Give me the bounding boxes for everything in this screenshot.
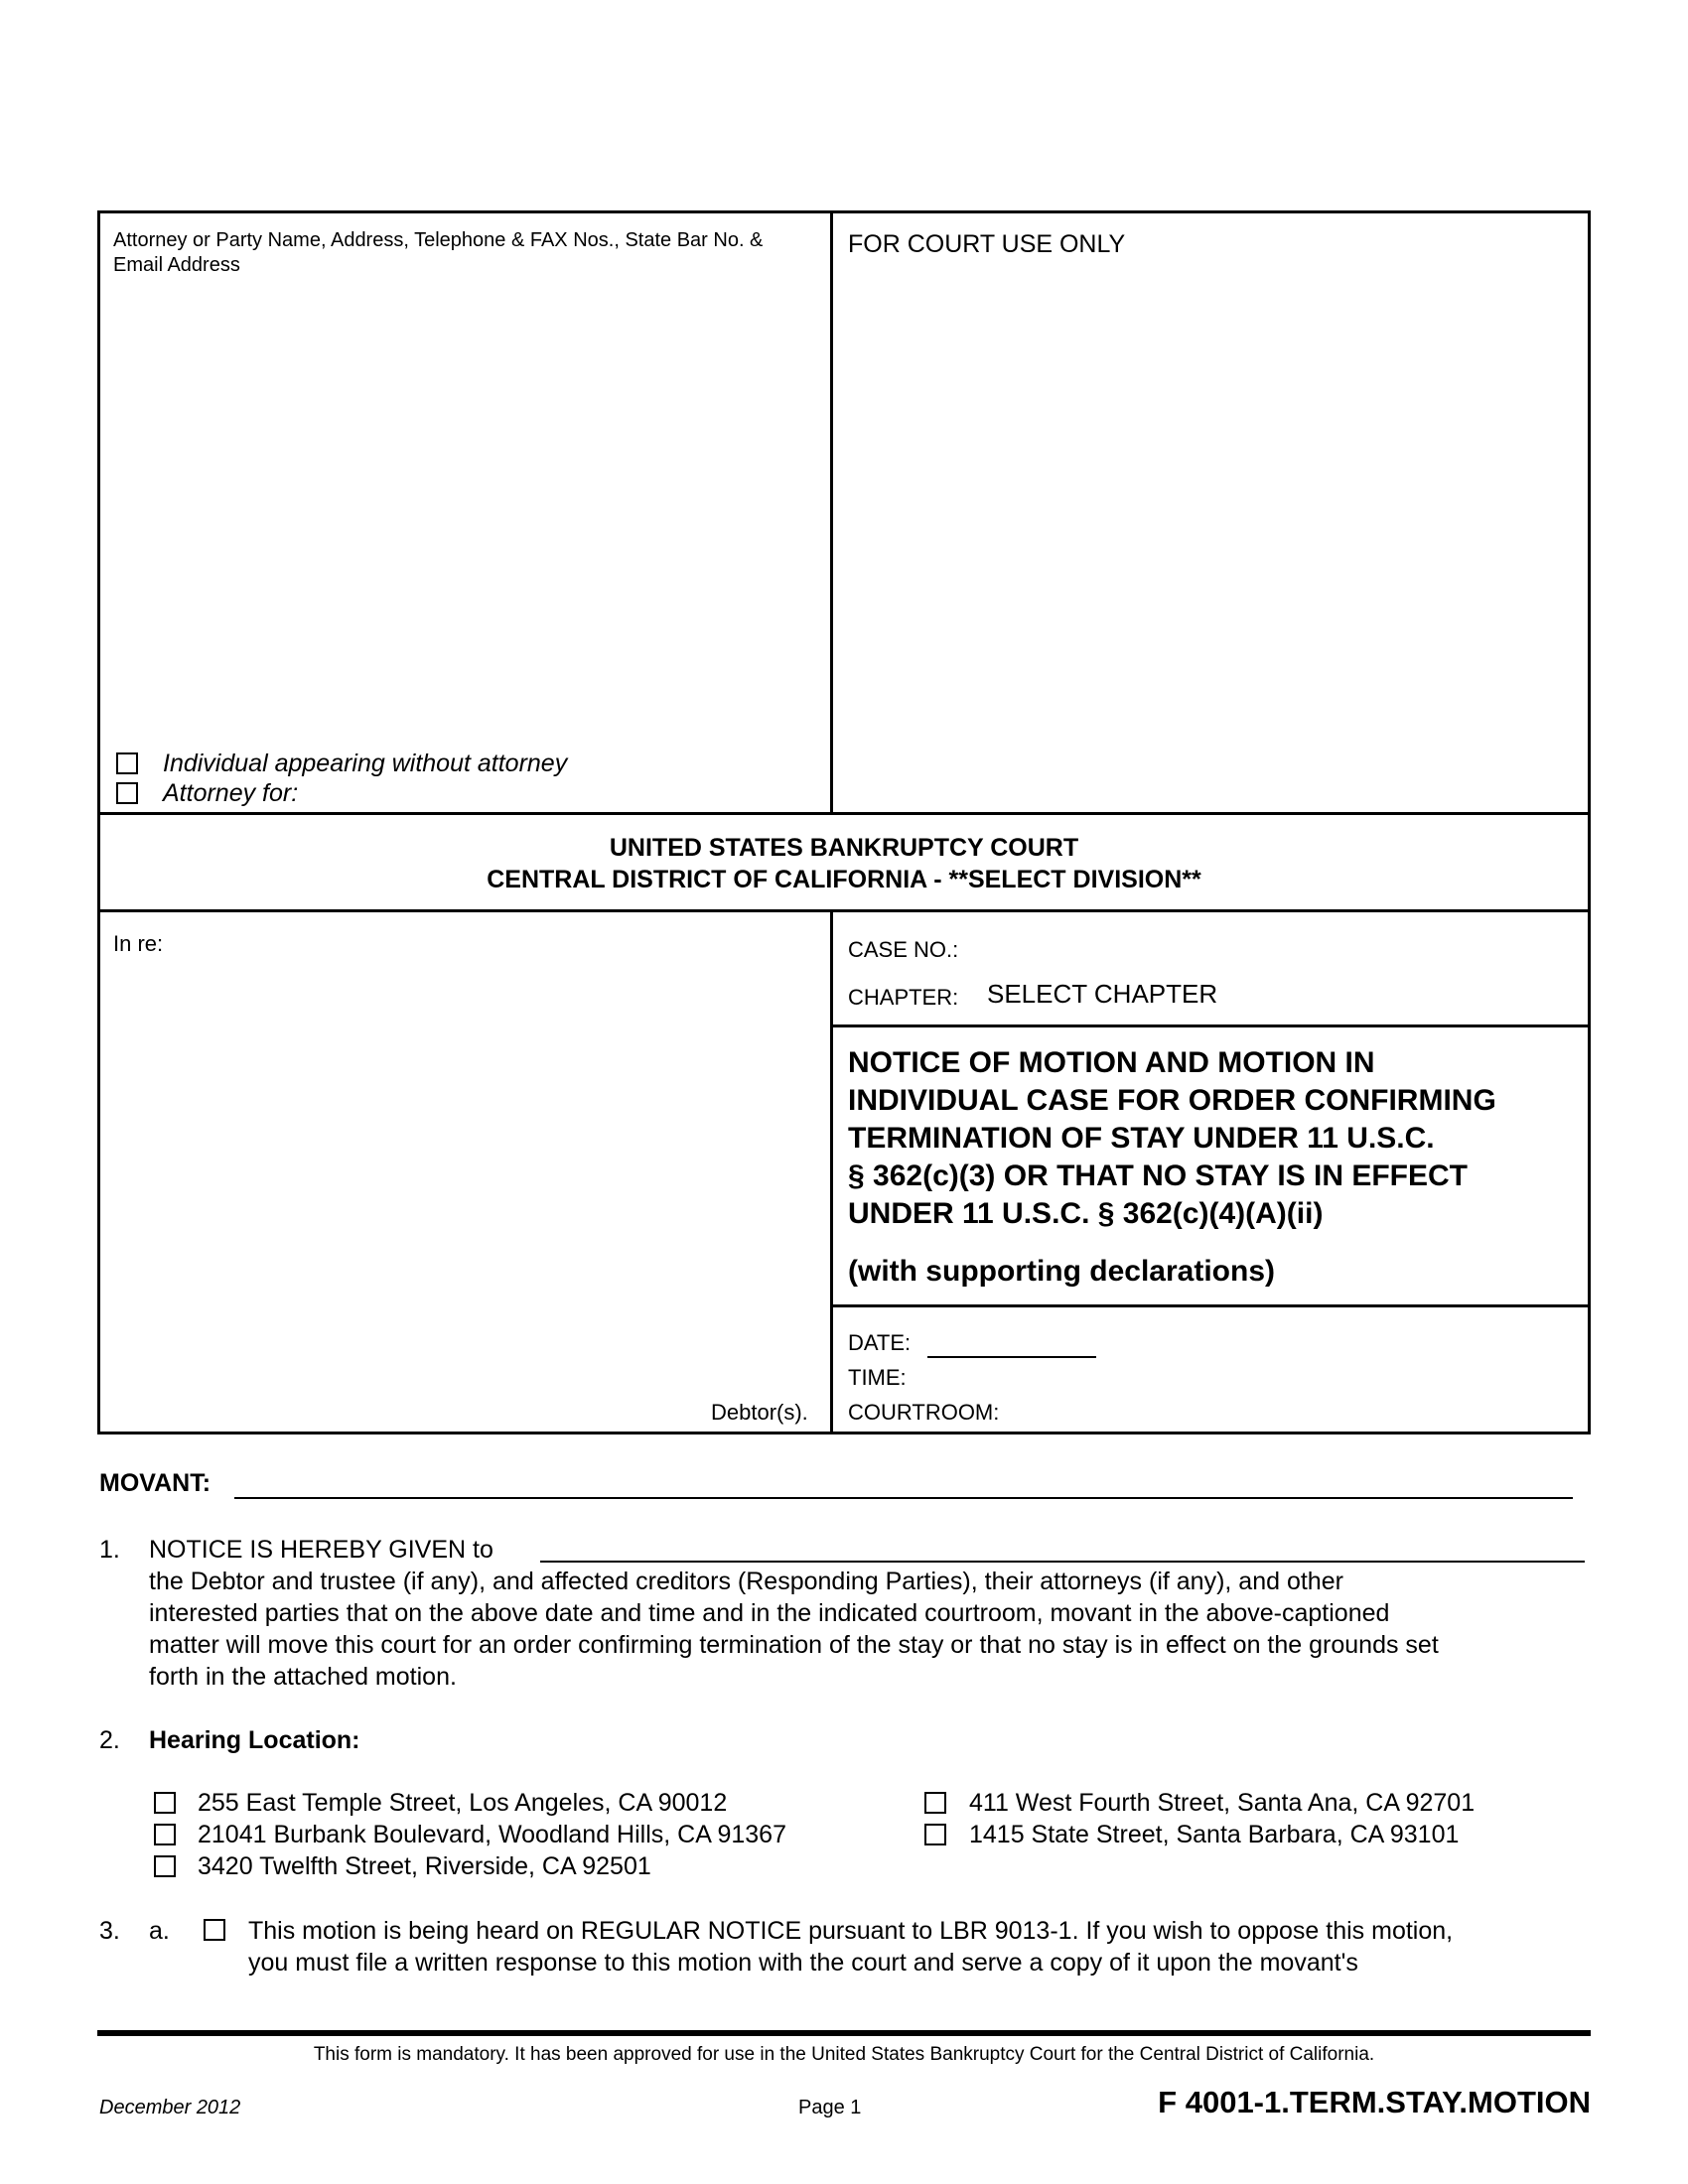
location-checkbox-riverside[interactable] (154, 1855, 176, 1877)
item1-line: the Debtor and trustee (if any), and affected creditors (Responding Parties), their attorneys (if any), and other (149, 1568, 1343, 1595)
location-santa-ana: 411 West Fourth Street, Santa Ana, CA 92701 (969, 1789, 1476, 1817)
attorney-for-checkbox[interactable] (116, 782, 138, 804)
item3-number: 3. (99, 1917, 120, 1945)
title-line: UNDER 11 U.S.C. § 362(c)(4)(A)(ii) (848, 1197, 1324, 1230)
location-riverside: 3420 Twelfth Street, Riverside, CA 92501 (198, 1852, 651, 1880)
in-re-label: In re: (113, 931, 164, 956)
footer-form-id: F 4001-1.TERM.STAY.MOTION (1158, 2085, 1591, 2119)
location-los-angeles: 255 East Temple Street, Los Angeles, CA 90012 (198, 1789, 728, 1817)
caption-rule-2 (97, 909, 1591, 912)
footer-rule (97, 2030, 1591, 2036)
location-checkbox-woodland-hills[interactable] (154, 1824, 176, 1845)
caption-rule-1 (97, 812, 1591, 815)
title-line: § 362(c)(3) OR THAT NO STAY IS IN EFFECT (848, 1160, 1468, 1192)
title-line: NOTICE OF MOTION AND MOTION IN (848, 1046, 1375, 1079)
attorney-for-label: Attorney for: (163, 779, 299, 807)
item1-lead: NOTICE IS HEREBY GIVEN to (149, 1536, 493, 1564)
location-checkbox-santa-ana[interactable] (924, 1792, 946, 1814)
debtors-label: Debtor(s). (711, 1400, 808, 1425)
time-label: TIME: (848, 1365, 907, 1390)
caption-divider-top (830, 210, 833, 814)
attorney-label: Attorney or Party Name, Address, Telephone & FAX Nos., State Bar No. & Email Address (113, 229, 764, 276)
date-label: DATE: (848, 1330, 912, 1355)
location-woodland-hills: 21041 Burbank Boulevard, Woodland Hills, CA 91367 (198, 1821, 786, 1848)
chapter-label: CHAPTER: (848, 985, 959, 1010)
district-division: CENTRAL DISTRICT OF CALIFORNIA - **SELECT DIVISION** (487, 866, 1201, 893)
caption-rule-3 (830, 1024, 1591, 1027)
item1-text (149, 1566, 1589, 1693)
caption-table (97, 210, 1591, 1434)
courtroom-label: COURTROOM: (848, 1400, 1000, 1425)
notice-recipient-field[interactable] (540, 1561, 1585, 1563)
location-checkbox-los-angeles[interactable] (154, 1792, 176, 1814)
case-no-label: CASE NO.: (848, 937, 959, 962)
individual-checkbox[interactable] (116, 752, 138, 774)
item1-line: forth in the attached motion. (149, 1663, 457, 1691)
location-checkbox-santa-barbara[interactable] (924, 1824, 946, 1845)
individual-option-label: Individual appearing without attorney (163, 750, 568, 777)
chapter-select[interactable]: SELECT CHAPTER (987, 979, 1218, 1009)
item2-number: 2. (99, 1726, 120, 1754)
motion-title (848, 1044, 1583, 1233)
motion-subtitle: (with supporting declarations) (848, 1255, 1276, 1288)
hearing-location-label: Hearing Location: (149, 1726, 360, 1754)
footer-mandatory-note: This form is mandatory. It has been approved for use in the United States Bankruptcy Court for the Central District of California. (313, 2044, 1375, 2065)
footer-date: December 2012 (99, 2097, 241, 2118)
movant-field[interactable] (234, 1497, 1573, 1499)
regular-notice-checkbox[interactable] (204, 1919, 225, 1941)
item3-text (248, 1915, 1589, 1979)
court-use-label: FOR COURT USE ONLY (848, 230, 1126, 258)
title-line: TERMINATION OF STAY UNDER 11 U.S.C. (848, 1122, 1435, 1155)
footer-page: Page 1 (798, 2097, 862, 2118)
caption-divider-bottom (830, 909, 833, 1434)
item3-line: you must file a written response to this motion with the court and serve a copy of it upon the movant's (248, 1949, 1358, 1977)
movant-label: MOVANT: (99, 1469, 211, 1497)
court-name: UNITED STATES BANKRUPTCY COURT (609, 834, 1079, 862)
item1-number: 1. (99, 1536, 120, 1564)
item3-line: This motion is being heard on REGULAR NOTICE pursuant to LBR 9013-1. If you wish to oppose this motion, (248, 1917, 1454, 1945)
item3-sub-letter: a. (149, 1917, 170, 1945)
item1-line: matter will move this court for an order confirming termination of the stay or that no stay is in effect on the grounds set (149, 1631, 1439, 1659)
location-santa-barbara: 1415 State Street, Santa Barbara, CA 93101 (969, 1821, 1460, 1848)
item1-line: interested parties that on the above date and time and in the indicated courtroom, movant in the above-captioned (149, 1599, 1390, 1627)
date-field[interactable] (927, 1356, 1096, 1358)
caption-rule-4 (830, 1304, 1591, 1307)
title-line: INDIVIDUAL CASE FOR ORDER CONFIRMING (848, 1084, 1496, 1117)
